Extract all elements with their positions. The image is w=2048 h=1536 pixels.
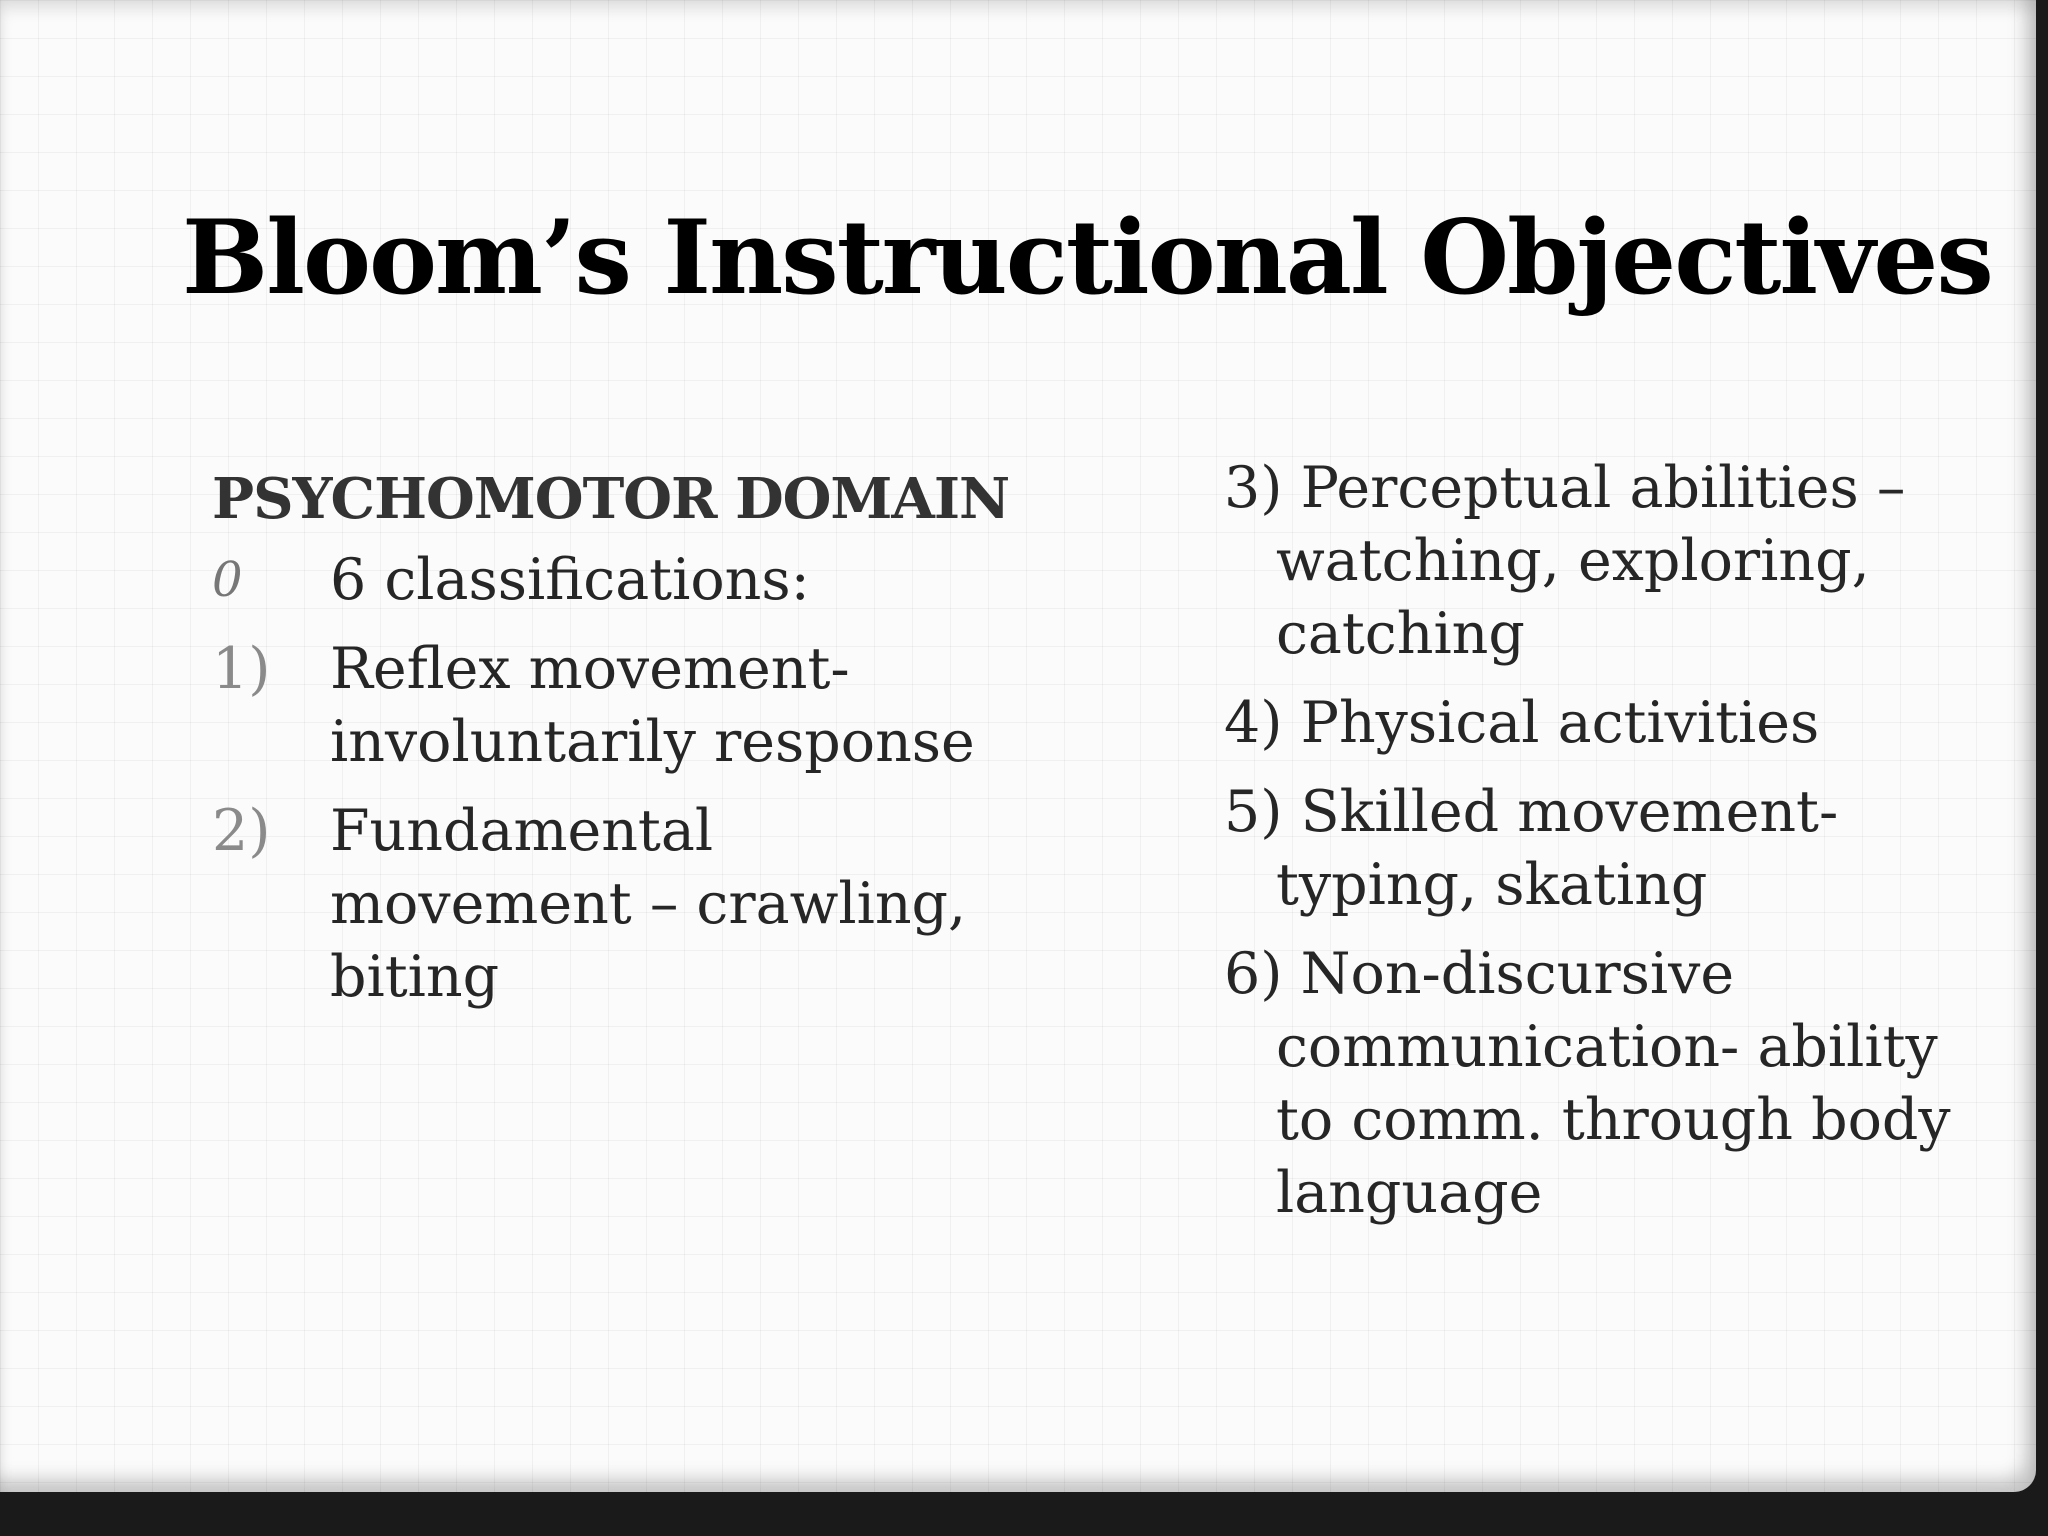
list-item-text: 6 classifications: bbox=[330, 547, 810, 613]
bullet-marker: 0 bbox=[212, 552, 243, 608]
list-item bbox=[212, 544, 1012, 617]
list-item bbox=[212, 633, 1012, 779]
list-item-text: Reflex movement- involuntarily response bbox=[330, 636, 975, 775]
slide-title: Bloom’s Instructional Objectives bbox=[182, 198, 1992, 318]
list-item bbox=[212, 795, 1012, 1014]
list-number: 1) bbox=[212, 636, 271, 702]
left-column bbox=[212, 466, 1012, 1030]
list-item: 6) Non-discursive communication- ability to comm. through body language bbox=[1224, 941, 1951, 1226]
list-item: 4) Physical activities bbox=[1224, 690, 1820, 756]
list-number: 2) bbox=[212, 798, 271, 864]
list-item-text: Fundamental movement – crawling, biting bbox=[330, 798, 967, 1010]
domain-heading: PSYCHOMOTOR DOMAIN bbox=[212, 466, 1010, 532]
list-item: 3) Perceptual abilities – watching, exploring, catching bbox=[1224, 455, 1906, 667]
list-item: 5) Skilled movement- typing, skating bbox=[1224, 779, 1839, 918]
right-column bbox=[1224, 452, 2004, 1246]
